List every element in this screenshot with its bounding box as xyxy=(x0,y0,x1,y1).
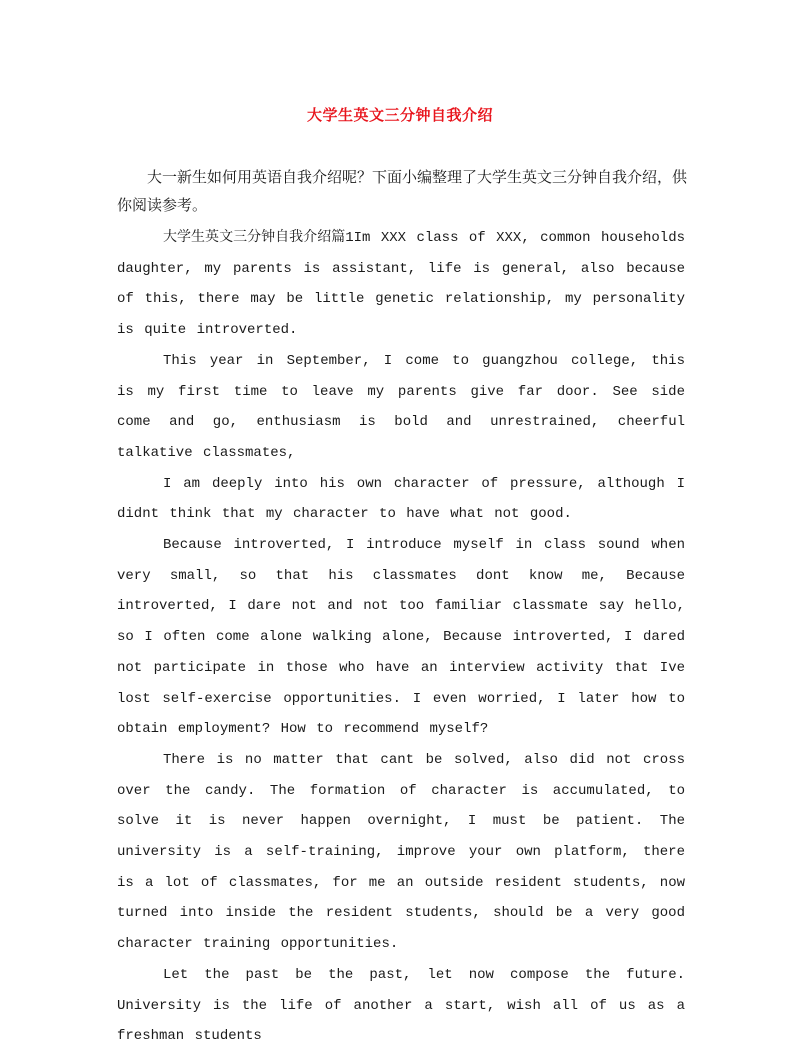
intro-paragraph: 大一新生如何用英语自我介绍呢？下面小编整理了大学生英文三分钟自我介绍，供你阅读参考。 xyxy=(117,168,688,214)
body-paragraph-1: 大学生英文三分钟自我介绍篇1Im XXX class of XXX, common households daughter, my parents is assistant, life is general, also because of this, there may be little genetic relationship, my personality is quite introverted. xyxy=(117,230,685,339)
body-paragraph-3: I am deeply into his own character of pressure, although I didnt think that my character to have what not good. xyxy=(117,475,685,523)
document-title: 大学生英文三分钟自我介绍 xyxy=(306,106,493,124)
body-paragraph-6: Let the past be the past, let now compose the future. University is the life of another a start, wish all of us as a freshman students xyxy=(117,966,685,1045)
body-paragraph-4: Because introverted, I introduce myself in class sound when very small, so that his classmates dont know me, Because introverted, I dare not and not too familiar classmate say hello, so I often come alone walking alone, Because introverted, I dared not participate in those who have an interview activity that Ive lost self-exercise opportunities. I even worried, I later how to obtain employment? How to recommend myself? xyxy=(117,537,685,738)
body-paragraph-2: This year in September, I come to guangzhou college, this is my first time to leave my parents give far door. See side come and go, enthusiasm is bold and unrestrained, cheerful talkative classmates, xyxy=(117,352,685,461)
document-body xyxy=(117,223,685,1052)
body-paragraph-5: There is no matter that cant be solved, also did not cross over the candy. The formation of character is accumulated, to solve it is never happen overnight, I must be patient. The university is a self-training, improve your own platform, there is a lot of classmates, for me an outside resident students, now turned into inside the resident students, should be a very good character training opportunities. xyxy=(117,751,685,953)
